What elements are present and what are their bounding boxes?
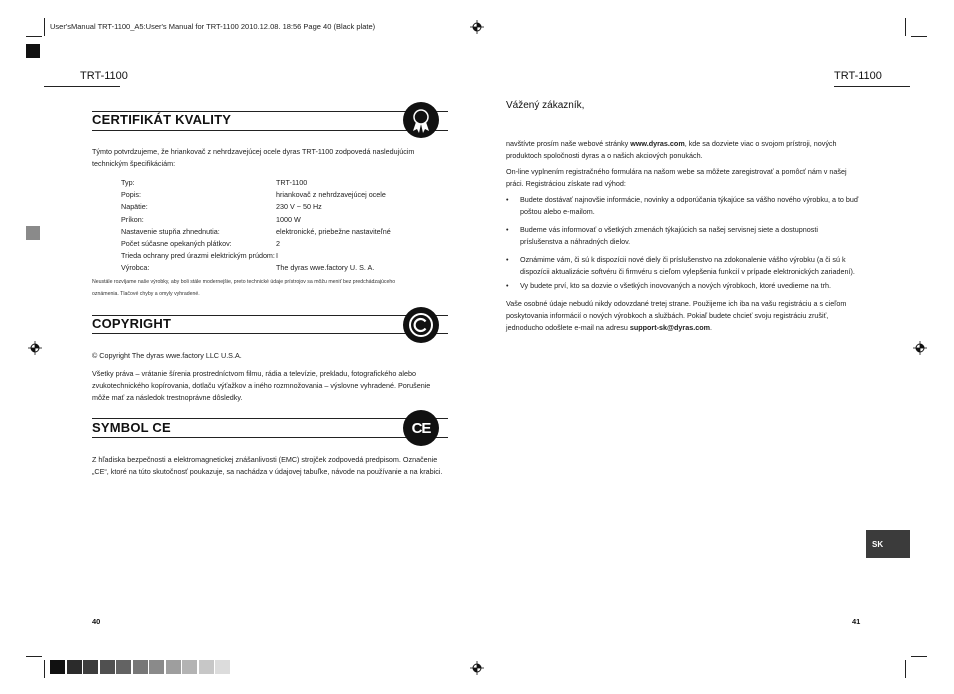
intro-paragraph: [506, 138, 862, 162]
bullet-icon: •: [506, 255, 509, 264]
bullet-icon: •: [506, 195, 509, 204]
ce-paragraph: Z hľadiska bezpečnosti a elektromagnetickej znášanlivosti (EMC) strojček zodpovedá predpisom. Označenie „CE“, ktoré na túto skutočnosť poukazuje, sa nachádza v údajovej tabuľke, návode na používanie a na krabici.: [92, 455, 443, 476]
spec-value: The dyras wwe.factory U. S. A.: [276, 263, 375, 273]
page-number-right: 41: [852, 617, 861, 626]
copyright-paragraph: Všetky práva – vrátanie šírenia prostredníctvom filmu, rádia a televízie, prekladu, fotografického alebo zvukotechnického kopírovania, dotlaču výťažkov a iného rozmnožovania – výslovne vyhradené. Porušenie môže mať za následok trestnoprávne dôsledky.: [92, 369, 431, 402]
color-swatch: [149, 660, 164, 674]
spec-label: Popis:: [121, 190, 141, 200]
spec-label: Príkon:: [121, 214, 144, 224]
section-rule-bottom: [92, 333, 448, 334]
color-swatch: [100, 660, 115, 674]
header-rule: [44, 86, 120, 87]
spec-value: hriankovač z nehrdzavejúcej ocele: [276, 190, 386, 200]
greeting: Vážený zákazník,: [506, 100, 585, 111]
language-tab: [866, 530, 910, 558]
color-swatch: [83, 660, 98, 674]
printer-slug: User'sManual TRT-1100_A5:User's Manual for TRT-1100 2010.12.08. 18:56 Page 40 (Black plate): [50, 22, 376, 31]
crop-mark: [911, 36, 927, 37]
privacy-text-end: .: [709, 323, 712, 332]
crop-mark: [911, 656, 927, 657]
quality-medal-icon: [403, 102, 439, 138]
language-tab-label: SK: [872, 539, 884, 549]
spec-value: 230 V ~ 50 Hz: [276, 202, 322, 212]
crop-mark: [905, 660, 906, 678]
section-title-copyright: COPYRIGHT: [92, 316, 172, 331]
spec-value: I: [276, 251, 278, 261]
bullet-icon: •: [506, 281, 509, 290]
color-swatch: [133, 660, 148, 674]
color-swatch: [166, 660, 181, 674]
section-rule-bottom: [92, 130, 448, 131]
crop-mark: [44, 18, 45, 36]
spec-value: elektronické, priebežne nastaviteľné: [276, 226, 391, 236]
section-title-quality: CERTIFIKÁT KVALITY: [92, 112, 232, 127]
registration-paragraph: On-line vyplnením registračného formulára na našom webe sa môžete zaregistrovať a pomôcť nám v našej práci. Registráciou získate rad výhod:: [506, 167, 847, 188]
page-number-left: 40: [92, 617, 101, 626]
quality-intro: Týmto potvrdzujeme, že hriankovač z nehrdzavejúcej ocele dyras TRT-1100 zodpovedá nasledujúcim technickým špecifikáciám:: [92, 147, 415, 168]
registration-mark-icon: [470, 661, 484, 675]
registration-mark-icon: [470, 20, 484, 34]
spec-label: Počet súčasne opekaných plátkov:: [121, 239, 232, 248]
list-item-text: Budeme vás informovať o všetkých zmenách týkajúcich sa našej servisnej siete a dostupnosti príslušenstva a náhradných dielov.: [520, 225, 818, 246]
grey-swatch: [26, 226, 40, 240]
spec-label: Typ:: [121, 178, 135, 187]
list-item: [506, 194, 862, 220]
crop-mark: [44, 660, 45, 678]
color-swatch: [182, 660, 197, 674]
color-swatch: [116, 660, 131, 674]
header-rule: [834, 86, 910, 87]
ce-badge-text: CE: [411, 419, 431, 437]
spec-label: Trieda ochrany pred úrazmi elektrickým prúdom:: [121, 251, 275, 261]
crop-mark: [905, 18, 906, 36]
spec-label: Napätie:: [121, 202, 148, 212]
copyright-icon: [403, 307, 439, 343]
quality-note-line1: Neustále rozvíjame naše výrobky, aby boli stále modernejšie, preto technické údaje prístrojov sa môžu meniť bez predchádzajúceho: [92, 279, 396, 285]
section-rule-top: [92, 418, 448, 419]
website-link[interactable]: www.dyras.com: [630, 139, 685, 148]
privacy-paragraph: [506, 298, 862, 334]
color-swatch: [50, 660, 65, 674]
copyright-line: © Copyright The dyras wwe.factory LLC U.S.A.: [92, 351, 242, 360]
color-calibration-bar: [50, 660, 232, 674]
registration-mark-icon: [28, 341, 42, 355]
list-item-text: Oznámime vám, či sú k dispozícii nové diely či príslušenstvo na zdokonalenie vášho výrobku (a či sú k dispozícii aktualizácie softvéru či firmvéru s cieľom vylepšenia funkcií v prípade elektronických zariadení).: [520, 255, 855, 276]
support-email-link[interactable]: support-sk@dyras.com: [629, 323, 710, 332]
spec-value: 1000 W: [276, 214, 301, 224]
section-rule-top: [92, 111, 448, 112]
spec-label: Výrobca:: [121, 263, 150, 273]
spec-label: Nastavenie stupňa zhnednutia:: [121, 226, 220, 236]
registration-mark-icon: [913, 341, 927, 355]
list-item: [506, 254, 862, 280]
crop-mark: [26, 36, 42, 37]
left-header-model: TRT-1100: [80, 70, 128, 82]
intro-text-after: , kde sa dozviete viac o svojom prístroji, nových produktoch spoločnosti dyras a o našich akciových ponukách.: [506, 139, 837, 160]
list-item: [506, 224, 862, 250]
quality-note-line2: oznámenia. Tlačové chyby a omyly vyhradené.: [92, 291, 200, 297]
crop-mark: [26, 656, 42, 657]
section-rule-bottom: [92, 437, 448, 438]
color-swatch: [215, 660, 230, 674]
list-item-text: Budete dostávať najnovšie informácie, novinky a odporúčania týkajúce sa vášho nového výrobku, a to buď poštou alebo e-mailom.: [520, 195, 859, 216]
bullet-icon: •: [506, 225, 509, 234]
ce-mark-icon: [403, 410, 439, 446]
black-swatch: [26, 44, 40, 58]
color-swatch: [67, 660, 82, 674]
right-header-model: TRT-1100: [834, 70, 882, 82]
color-swatch: [199, 660, 214, 674]
section-title-ce: SYMBOL CE: [92, 420, 171, 435]
spec-value: TRT-1100: [276, 178, 308, 187]
list-item-text: Vy budete prví, kto sa dozvie o všetkých inovovaných a nových výrobkoch, ktoré uvedieme na trh.: [520, 281, 831, 290]
privacy-text: Vaše osobné údaje nebudú nikdy odovzdané tretej strane. Použijeme ich iba na vašu registráciu a s cieľom poskytovania informácií o nových výrobkoch a službách. Pokiaľ budete chcieť svoju registráciu zrušiť, jednoducho odošlete e-mail na adresu: [506, 299, 847, 332]
spec-value: 2: [276, 239, 280, 248]
intro-text-before: navštívte prosím naše webové stránky: [506, 139, 631, 148]
